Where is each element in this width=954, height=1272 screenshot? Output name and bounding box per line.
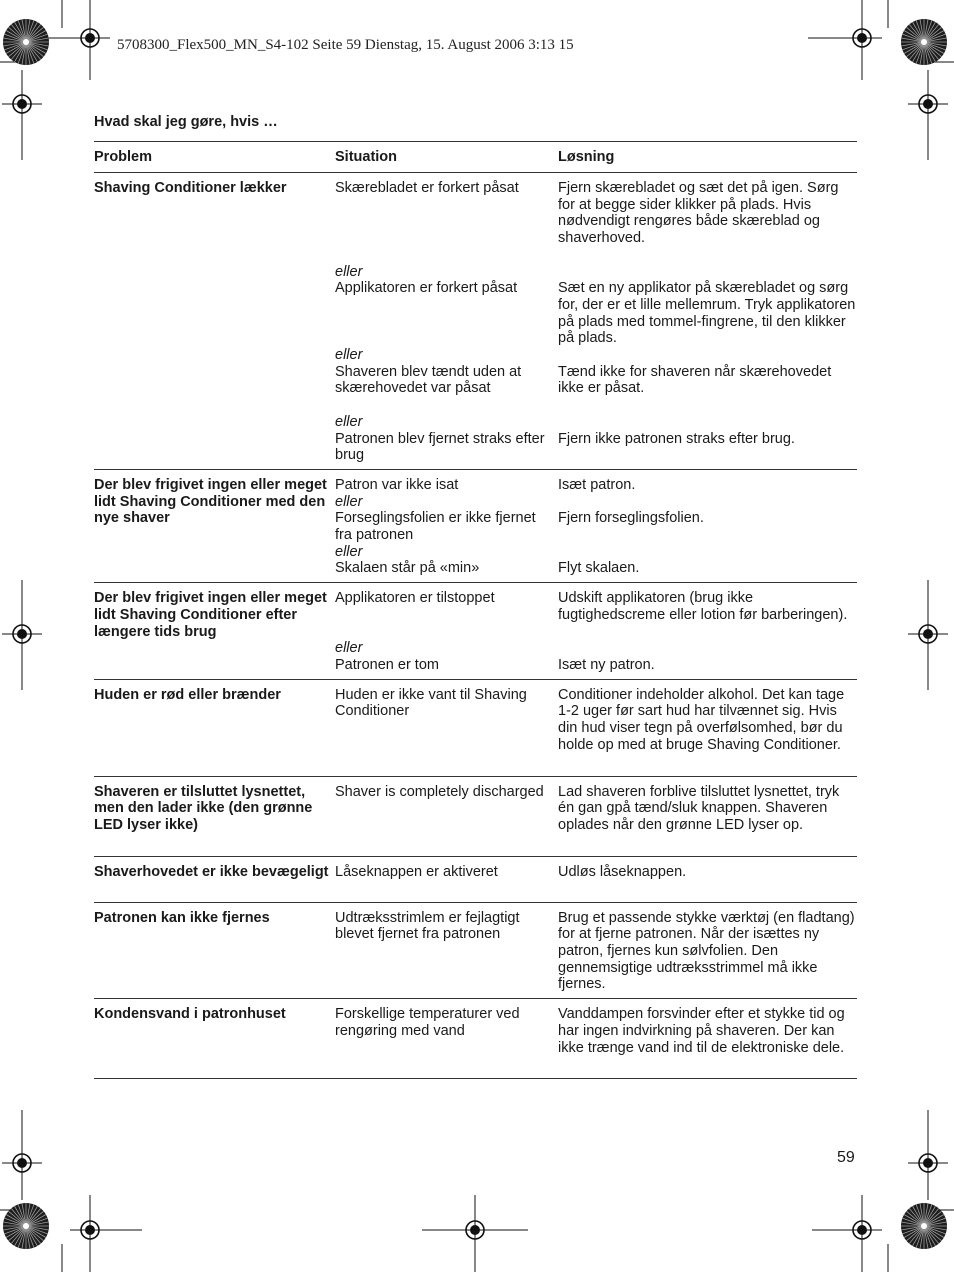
situation-cell: Patronen blev fjernet straks efter brug xyxy=(335,430,545,464)
registration-cross-icon xyxy=(842,1210,882,1250)
registration-cross-icon xyxy=(2,84,42,124)
print-slug: 5708300_Flex500_MN_S4-102 Seite 59 Dienstag, 15. August 2006 3:13 15 xyxy=(117,37,574,53)
solution-cell: Brug et passende stykke værktøj (en fladtang) for at fjerne patronen. Når der isættes ny patron, fjernes kun sølvfolien. Den gennemsigtige udtræksstrimmel må ikke fjernes. xyxy=(558,909,855,993)
table-row xyxy=(94,583,857,680)
spacer xyxy=(335,624,857,641)
problem-cell: Shaveren er tilsluttet lysnettet, men den lader ikke (den grønne LED lyser ikke) xyxy=(94,783,313,834)
or-label: eller xyxy=(335,263,363,280)
problem-cell: Patronen kan ikke fjernes xyxy=(94,909,270,926)
situation-cell: Applikatoren er tilstoppet xyxy=(335,590,495,607)
solution-cell: Sæt en ny applikator på skærebladet og sørg for, der er et lille mellemrum. Tryk applikatoren på plads med tommel-fingrene, til den klikker på plads. xyxy=(558,280,856,347)
header-solution: Løsning xyxy=(558,149,615,165)
problem-cell: Kondensvand i patronhuset xyxy=(94,1006,286,1023)
spacer xyxy=(335,397,857,414)
situation-solution-pair xyxy=(335,431,857,464)
solution-cell: Udløs låseknappen. xyxy=(558,863,687,880)
or-label: eller xyxy=(335,543,363,560)
problem-cell: Shaverhovedet er ikke bevægeligt xyxy=(94,863,329,880)
registration-cross-icon xyxy=(70,1210,110,1250)
or-label: eller xyxy=(335,347,363,364)
situation-solution-group xyxy=(335,1006,857,1073)
or-label: eller xyxy=(335,493,363,510)
table-row xyxy=(94,857,857,903)
solution-cell: Fjern forseglingsfolien. xyxy=(558,510,704,527)
solution-cell: Isæt ny patron. xyxy=(558,656,655,673)
situation-solution-pair xyxy=(335,560,857,577)
header-situation: Situation xyxy=(335,149,398,165)
solution-cell: Udskift applikatoren (brug ikke fugtighedscreme eller lotion før barberingen). xyxy=(558,590,848,623)
problem-cell: Der blev frigivet ingen eller meget lidt Shaving Conditioner med den nye shaver xyxy=(94,476,327,527)
or-label: eller xyxy=(335,640,363,657)
situation-solution-group xyxy=(335,590,857,674)
solution-cell: Isæt patron. xyxy=(558,476,636,493)
problem-cell: Shaving Conditioner lækker xyxy=(94,180,287,196)
situation-cell: Shaver is completely discharged xyxy=(335,783,544,800)
situation-solution-pair xyxy=(335,280,857,347)
table-row xyxy=(94,777,857,857)
situation-cell: Patron var ikke isat xyxy=(335,476,459,493)
situation-cell: Forskellige temperaturer ved rengøring med vand xyxy=(335,1006,520,1039)
registration-cross-icon xyxy=(842,18,882,58)
situation-cell: Forseglingsfolien er ikke fjernet fra patronen xyxy=(335,510,536,544)
situation-solution-pair xyxy=(335,1006,857,1056)
situation-solution-group xyxy=(335,180,857,464)
situation-solution-pair xyxy=(335,784,857,834)
situation-cell: Shaveren blev tændt uden at skærehovedet var påsat xyxy=(335,363,522,397)
troubleshooting-table xyxy=(94,141,857,1079)
page-title: Hvad skal jeg gøre, hvis … xyxy=(94,114,278,130)
table-row xyxy=(94,903,857,1000)
situation-cell: Låseknappen er aktiveret xyxy=(335,863,498,880)
solution-cell: Flyt skalaen. xyxy=(558,560,640,577)
registration-cross-icon xyxy=(908,84,948,124)
situation-solution-pair xyxy=(335,477,857,494)
solution-cell: Fjern ikke patronen straks efter brug. xyxy=(558,430,795,447)
registration-starburst-icon xyxy=(901,19,947,65)
solution-cell: Vanddampen forsvinder efter et stykke tid og har ingen indvirkning på shaveren. Der kan ikke trænge vand ind til de elektroniske dele. xyxy=(558,1006,845,1056)
table-body xyxy=(94,173,857,1079)
situation-solution-group xyxy=(335,477,857,577)
page-number: 59 xyxy=(837,1149,855,1166)
situation-solution-pair xyxy=(335,657,857,674)
solution-cell: Lad shaveren forblive tilsluttet lysnettet, tryk én gan gpå tænd/sluk knappen. Shaveren oplades når den grønne LED lyser op. xyxy=(558,783,840,834)
registration-cross-icon xyxy=(2,1143,42,1183)
situation-cell: Patronen er tom xyxy=(335,656,439,673)
or-label: eller xyxy=(335,413,363,430)
table-row xyxy=(94,680,857,777)
registration-cross-icon xyxy=(2,614,42,654)
situation-solution-pair xyxy=(335,510,857,543)
situation-solution-pair xyxy=(335,364,857,397)
registration-starburst-icon xyxy=(3,1203,49,1249)
spacer xyxy=(335,247,857,264)
situation-solution-pair xyxy=(335,180,857,247)
registration-starburst-icon xyxy=(901,1203,947,1249)
table-row xyxy=(94,999,857,1079)
situation-solution-pair xyxy=(335,590,857,623)
situation-cell: Huden er ikke vant til Shaving Conditioner xyxy=(335,686,527,720)
situation-solution-pair xyxy=(335,864,857,881)
table-header xyxy=(94,141,857,173)
situation-solution-group xyxy=(335,864,857,897)
solution-cell: Tænd ikke for shaveren når skærehovedet ikke er påsat. xyxy=(558,363,832,397)
table-row xyxy=(94,470,857,583)
situation-solution-pair xyxy=(335,687,857,754)
header-problem: Problem xyxy=(94,149,153,165)
situation-cell: Skalaen står på «min» xyxy=(335,560,480,577)
situation-solution-pair xyxy=(335,910,857,994)
registration-starburst-icon xyxy=(3,19,49,65)
situation-cell: Udtræksstrimlem er fejlagtigt blevet fjernet fra patronen xyxy=(335,909,520,943)
situation-solution-group xyxy=(335,687,857,771)
registration-cross-icon xyxy=(70,18,110,58)
registration-cross-icon xyxy=(908,1143,948,1183)
registration-cross-icon xyxy=(908,614,948,654)
situation-cell: Applikatoren er forkert påsat xyxy=(335,280,518,297)
situation-cell: Skærebladet er forkert påsat xyxy=(335,180,519,196)
table-row xyxy=(94,173,857,470)
solution-cell: Conditioner indeholder alkohol. Det kan tage 1-2 uger før sart hud har tilvænnet sig. Hvis din hud viser tegn på overfølsomhed, bør du holde op med at bruge Shaving Conditioner. xyxy=(558,686,845,753)
solution-cell: Fjern skærebladet og sæt det på igen. Sørg for at begge sider klikker på plads. Hvis nødvendigt rengøres både skæreblad og shaverhoved. xyxy=(558,180,839,247)
problem-cell: Der blev frigivet ingen eller meget lidt Shaving Conditioner efter længere tids brug xyxy=(94,590,327,640)
situation-solution-group xyxy=(335,910,857,994)
problem-cell: Huden er rød eller brænder xyxy=(94,686,281,703)
situation-solution-group xyxy=(335,784,857,851)
